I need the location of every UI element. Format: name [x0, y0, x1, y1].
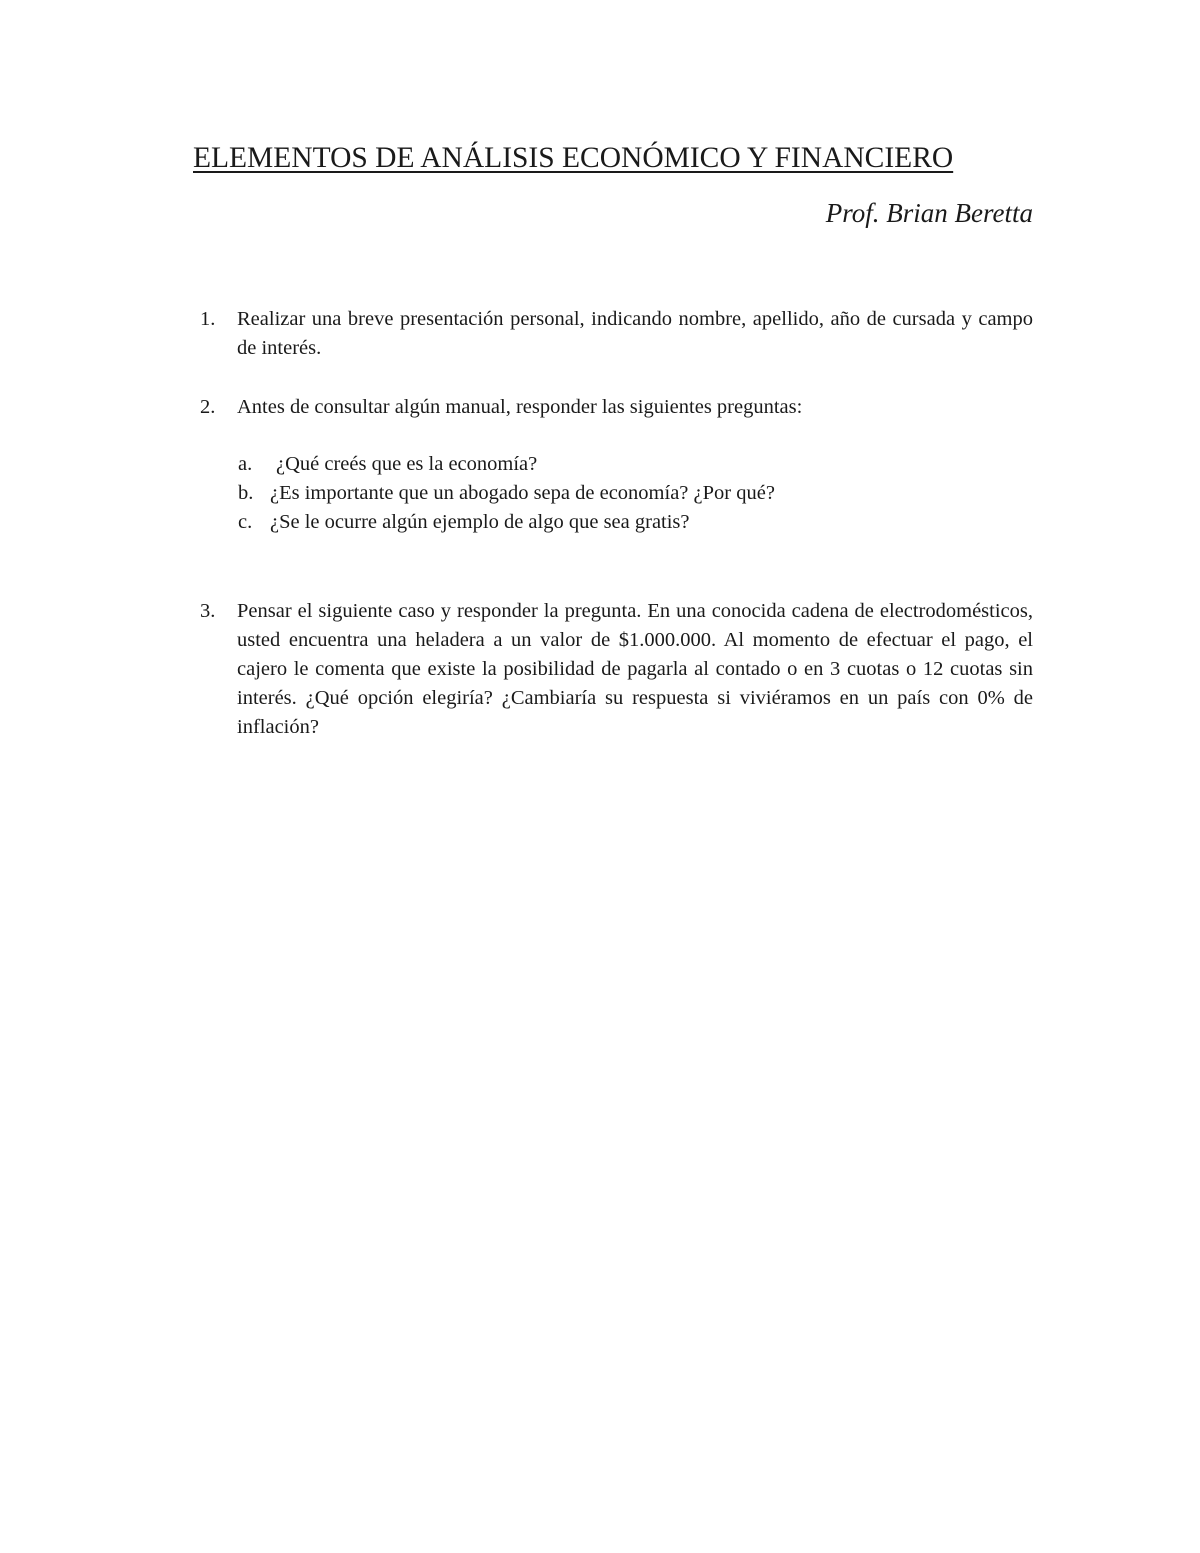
item-number: 3. — [200, 600, 216, 622]
item-text: Realizar una breve presentación personal, indicando nombre, apellido, año de cursada y campo de interés. — [237, 308, 1033, 359]
sublist-letter: b. — [238, 482, 254, 504]
item-number: 1. — [200, 308, 216, 330]
item-text: Antes de consultar algún manual, responder las siguientes preguntas: — [237, 396, 803, 418]
list-item — [200, 597, 1033, 742]
sublist-text: ¿Se le ocurre algún ejemplo de algo que sea gratis? — [270, 511, 690, 533]
author-name: Prof. Brian Beretta — [825, 198, 1033, 228]
sublist-text: ¿Es importante que un abogado sepa de economía? ¿Por qué? — [270, 482, 775, 504]
list-item — [200, 393, 1033, 422]
sublist-letter: a. — [238, 453, 253, 475]
sublist-item — [238, 479, 998, 508]
list-item — [200, 305, 1033, 363]
sublist-letter: c. — [238, 511, 253, 533]
sublist-item — [238, 508, 998, 537]
item-text: Pensar el siguiente caso y responder la pregunta. En una conocida cadena de electrodomésticos, usted encuentra una heladera a un valor de $1.000.000. Al momento de efectuar el pago, el cajero le comenta que existe la posibilidad de pagarla al contado o en 3 cuotas o 12 cuotas sin interés. ¿Qué opción elegiría? ¿Cambiaría su respuesta si viviéramos en un país con 0% de inflación? — [237, 600, 1033, 738]
question-sublist — [238, 450, 998, 537]
item-number: 2. — [200, 396, 216, 418]
document-title: ELEMENTOS DE ANÁLISIS ECONÓMICO Y FINANCIERO — [193, 142, 954, 174]
sublist-item — [238, 450, 998, 479]
sublist-text: ¿Qué creés que es la economía? — [276, 453, 538, 475]
